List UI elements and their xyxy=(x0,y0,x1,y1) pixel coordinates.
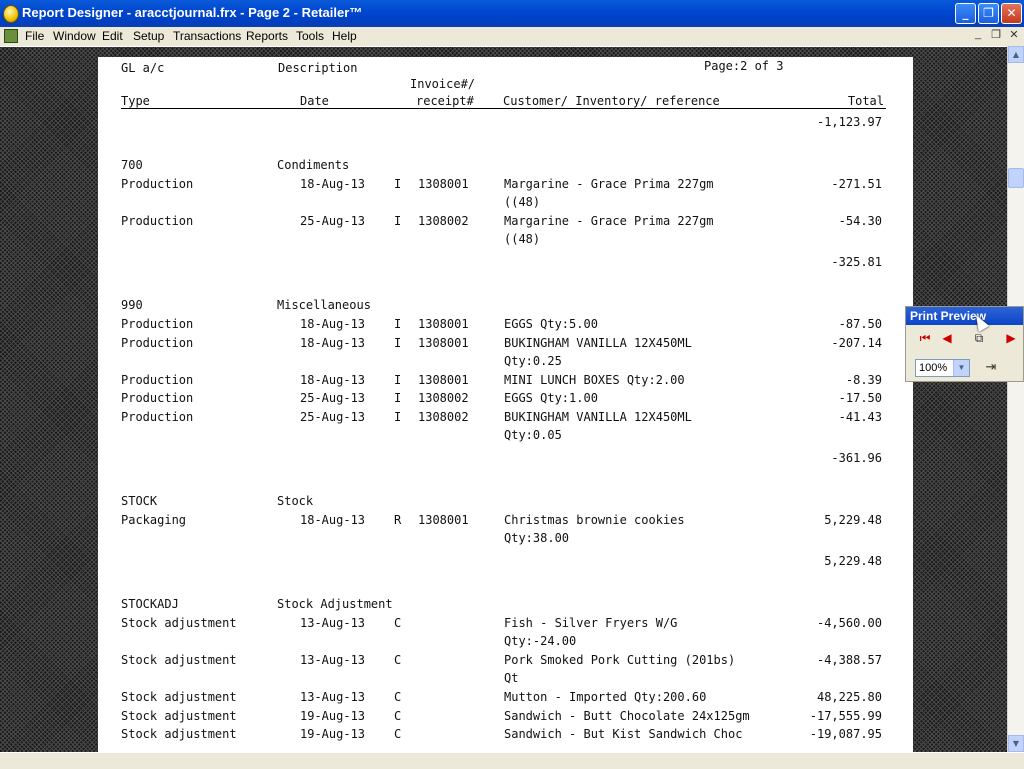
row-invoice: 1308002 xyxy=(418,391,469,405)
row-reference-continued: ((48) xyxy=(504,195,541,209)
row-total: -17,555.99 xyxy=(809,708,882,723)
row-reference: BUKINGHAM VANILLA 12X450ML xyxy=(504,335,692,350)
mdi-minimize-button[interactable]: _ xyxy=(974,28,982,40)
group-code: 990 xyxy=(121,298,143,312)
row-reference: Mutton - Imported Qty:200.60 xyxy=(504,690,707,704)
row-total: -4,560.00 xyxy=(816,616,882,630)
menu-reports[interactable]: Reports xyxy=(246,29,289,43)
row-reference: Fish - Silver Fryers W/G xyxy=(504,616,678,630)
row-code: I xyxy=(394,214,402,228)
row-reference-continued: ((48) xyxy=(504,232,541,246)
row-total: -17.50 xyxy=(838,391,882,405)
row-date: 18-Aug-13 xyxy=(300,335,366,350)
row-invoice: 1308001 xyxy=(418,177,469,191)
row-invoice: 1308001 xyxy=(418,335,469,350)
row-total: -41.43 xyxy=(838,409,882,424)
row-total: 48,225.80 xyxy=(816,690,882,704)
row-type: Production xyxy=(121,391,194,405)
status-strip xyxy=(0,752,1024,769)
row-code: C xyxy=(394,690,402,704)
scroll-up-button[interactable]: ▲ xyxy=(1008,46,1024,63)
row-reference: EGGS Qty:1.00 xyxy=(504,391,598,405)
vertical-scrollbar[interactable] xyxy=(1007,46,1024,752)
menu-file[interactable]: File xyxy=(25,29,45,43)
group-name: Condiments xyxy=(277,158,350,172)
restore-button[interactable]: ❐ xyxy=(978,3,999,24)
row-reference: Margarine - Grace Prima 227gm xyxy=(504,177,714,191)
row-type: Stock adjustment xyxy=(121,708,237,723)
header-receipt: receipt# xyxy=(416,94,474,108)
row-date: 19-Aug-13 xyxy=(300,708,366,723)
previous-page-icon[interactable]: ◀ xyxy=(942,331,952,345)
row-code: I xyxy=(394,317,402,331)
row-total: -4,388.57 xyxy=(816,653,882,667)
group-name: Miscellaneous xyxy=(277,298,371,312)
minimize-button[interactable]: _ xyxy=(955,3,976,24)
page-number: Page:2 of 3 xyxy=(704,59,784,73)
group-code: STOCKADJ xyxy=(121,597,179,611)
row-code: C xyxy=(394,727,402,741)
header-type: Type xyxy=(121,94,150,108)
row-code: I xyxy=(394,409,402,424)
row-total: -8.39 xyxy=(845,372,882,387)
header-description: Description xyxy=(278,61,358,75)
row-reference: BUKINGHAM VANILLA 12X450ML xyxy=(504,409,692,424)
row-reference: Christmas brownie cookies xyxy=(504,513,685,527)
row-reference: Sandwich - But Kist Sandwich Choc xyxy=(504,727,743,741)
group-code: STOCK xyxy=(121,494,158,508)
row-type: Production xyxy=(121,409,194,424)
row-invoice: 1308001 xyxy=(418,372,469,387)
row-invoice: 1308001 xyxy=(418,513,469,527)
row-reference-continued: Qty:0.05 xyxy=(504,427,562,442)
header-date: Date xyxy=(300,94,329,108)
menu-edit[interactable]: Edit xyxy=(102,29,123,43)
window-title: Report Designer - aracctjournal.frx - Page 2 - Retailer™ xyxy=(22,5,363,20)
row-date: 18-Aug-13 xyxy=(300,513,366,527)
row-date: 25-Aug-13 xyxy=(300,409,366,424)
print-preview-title[interactable]: Print Preview xyxy=(906,307,1023,325)
row-date: 13-Aug-13 xyxy=(300,616,366,630)
row-date: 13-Aug-13 xyxy=(300,690,366,704)
row-code: C xyxy=(394,653,402,667)
row-total: -271.51 xyxy=(831,177,882,191)
mdi-restore-button[interactable]: ❐ xyxy=(991,29,1001,41)
row-type: Production xyxy=(121,372,194,387)
row-reference: MINI LUNCH BOXES Qty:2.00 xyxy=(504,372,685,387)
copy-pages-icon[interactable]: ⧉ xyxy=(974,331,984,345)
mdi-close-button[interactable]: ✕ xyxy=(1009,29,1019,41)
row-reference-continued: Qty:-24.00 xyxy=(504,634,577,648)
row-date: 18-Aug-13 xyxy=(300,177,366,191)
exit-preview-icon[interactable]: ⇥ xyxy=(985,360,997,375)
row-type: Production xyxy=(121,335,194,350)
menu-help[interactable]: Help xyxy=(332,29,357,43)
header-customer: Customer/ Inventory/ reference xyxy=(503,94,720,108)
zoom-select[interactable] xyxy=(915,359,970,377)
row-invoice: 1308002 xyxy=(418,214,469,228)
header-divider xyxy=(121,108,886,109)
row-reference-continued: Qty:0.25 xyxy=(504,353,562,368)
first-page-icon[interactable]: ⏮ xyxy=(919,331,931,345)
row-reference: EGGS Qty:5.00 xyxy=(504,317,598,331)
menu-bar xyxy=(0,27,1024,45)
row-type: Packaging xyxy=(121,513,187,527)
menu-tools[interactable]: Tools xyxy=(296,29,325,43)
row-type: Stock adjustment xyxy=(121,690,237,704)
row-type: Production xyxy=(121,214,194,228)
row-reference: Sandwich - Butt Chocolate 24x125gm xyxy=(504,708,750,723)
report-page xyxy=(98,57,913,753)
title-bar[interactable] xyxy=(0,0,1024,27)
next-page-icon[interactable]: ▶ xyxy=(1006,331,1016,345)
row-code: R xyxy=(394,513,402,527)
row-type: Stock adjustment xyxy=(121,616,237,630)
row-total: 5,229.48 xyxy=(824,513,882,527)
group-name: Stock Adjustment xyxy=(277,597,393,611)
row-date: 13-Aug-13 xyxy=(300,653,366,667)
row-date: 18-Aug-13 xyxy=(300,372,366,387)
row-code: C xyxy=(394,616,402,630)
carried-total: -1,123.97 xyxy=(816,115,882,129)
row-code: I xyxy=(394,177,402,191)
row-type: Stock adjustment xyxy=(121,727,237,741)
row-total: -54.30 xyxy=(838,214,882,228)
preview-area[interactable] xyxy=(0,46,1007,753)
row-reference: Margarine - Grace Prima 227gm xyxy=(504,214,714,228)
row-code: I xyxy=(394,372,402,387)
row-reference: Pork Smoked Pork Cutting (201bs) xyxy=(504,653,736,667)
row-total: -207.14 xyxy=(831,335,882,350)
row-type: Production xyxy=(121,177,194,191)
row-date: 19-Aug-13 xyxy=(300,727,366,741)
group-subtotal: -325.81 xyxy=(831,255,882,269)
row-code: I xyxy=(394,335,402,350)
group-subtotal: -361.96 xyxy=(831,450,882,465)
row-total: -87.50 xyxy=(838,317,882,331)
scroll-down-button[interactable]: ▼ xyxy=(1008,735,1024,752)
row-date: 18-Aug-13 xyxy=(300,317,366,331)
menu-transactions[interactable]: Transactions xyxy=(173,29,242,43)
zoom-value: 100% xyxy=(919,362,948,374)
row-date: 25-Aug-13 xyxy=(300,214,366,228)
scroll-thumb[interactable] xyxy=(1008,168,1024,188)
row-total: -19,087.95 xyxy=(809,727,882,741)
row-code: I xyxy=(394,391,402,405)
group-subtotal: 5,229.48 xyxy=(824,554,882,568)
chevron-down-icon[interactable]: ▼ xyxy=(953,360,969,376)
row-reference-continued: Qty:38.00 xyxy=(504,531,570,545)
header-invoice: Invoice#/ xyxy=(410,77,476,91)
row-invoice: 1308002 xyxy=(418,409,469,424)
row-type: Stock adjustment xyxy=(121,653,237,667)
document-icon[interactable] xyxy=(4,29,18,43)
app-icon[interactable] xyxy=(3,5,19,23)
row-type: Production xyxy=(121,317,194,331)
close-button[interactable]: ✕ xyxy=(1001,3,1022,24)
header-gl-ac: GL a/c xyxy=(121,61,165,75)
group-code: 700 xyxy=(121,158,143,172)
menu-setup[interactable]: Setup xyxy=(133,29,165,43)
row-date: 25-Aug-13 xyxy=(300,391,366,405)
row-invoice: 1308001 xyxy=(418,317,469,331)
menu-window[interactable]: Window xyxy=(53,29,96,43)
row-reference-continued: Qt xyxy=(504,671,519,685)
group-name: Stock xyxy=(277,494,314,508)
print-preview-toolbar[interactable] xyxy=(905,306,1024,382)
header-total: Total xyxy=(847,94,884,108)
row-code: C xyxy=(394,708,402,723)
